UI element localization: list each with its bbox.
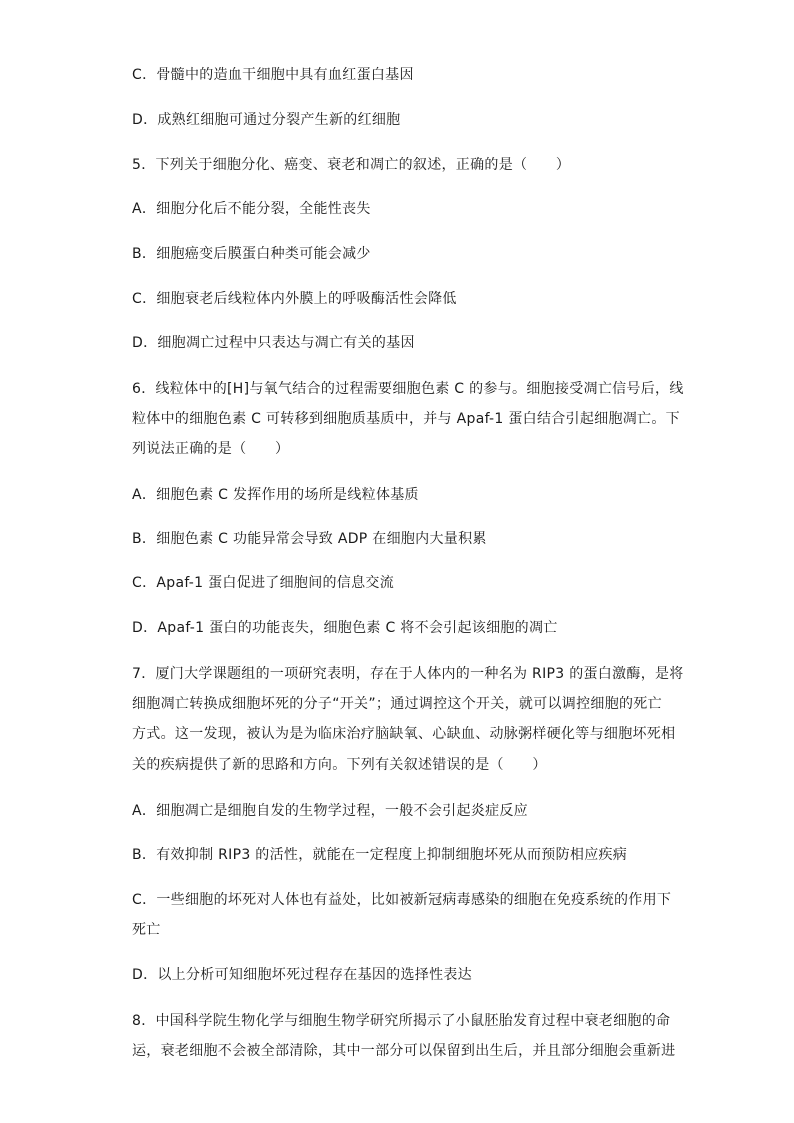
- q6-option-c: C．Apaf-1 蛋白促进了细胞间的信息交流: [132, 575, 394, 591]
- q8-stem-line2: 运，衰老细胞不会被全部清除，其中一部分可以保留到出生后，并且部分细胞会重新进: [132, 1043, 676, 1059]
- q7-option-d: D．以上分析可知细胞坏死过程存在基因的选择性表达: [132, 967, 472, 983]
- q5-option-b: B．细胞癌变后膜蛋白种类可能会减少: [132, 246, 371, 262]
- q8-stem-line1: 8．中国科学院生物化学与细胞生物学研究所揭示了小鼠胚胎发育过程中衰老细胞的命: [132, 1013, 671, 1029]
- q4-option-c: C．骨髓中的造血干细胞中具有血红蛋白基因: [132, 67, 414, 83]
- q7-option-c-line2: 死亡: [132, 922, 161, 938]
- q5-option-c: C．细胞衰老后线粒体内外膜上的呼吸酶活性会降低: [132, 291, 457, 307]
- q7-stem-line4: 关的疾病提供了新的思路和方向。下列有关叙述错误的是（ ）: [132, 757, 547, 773]
- q5-stem: 5．下列关于细胞分化、癌变、衰老和凋亡的叙述，正确的是（ ）: [132, 157, 571, 173]
- q7-option-a: A．细胞凋亡是细胞自发的生物学过程，一般不会引起炎症反应: [132, 803, 528, 819]
- q7-stem-line1: 7．厦门大学课题组的一项研究表明，存在于人体内的一种名为 RIP3 的蛋白激酶，是将: [132, 666, 684, 682]
- q5-option-a: A．细胞分化后不能分裂，全能性丧失: [132, 201, 371, 217]
- q7-stem-line2: 细胞凋亡转换成细胞坏死的分子“开关”；通过调控这个开关，就可以调控细胞的死亡: [132, 696, 662, 712]
- q7-option-c-line1: C．一些细胞的坏死对人体也有益处，比如被新冠病毒感染的细胞在免疫系统的作用下: [132, 892, 672, 908]
- q6-option-b: B．细胞色素 C 功能异常会导致 ADP 在细胞内大量积累: [132, 531, 487, 547]
- q5-option-d: D．细胞凋亡过程中只表达与凋亡有关的基因: [132, 335, 415, 351]
- q6-stem-line1: 6．线粒体中的[H]与氧气结合的过程需要细胞色素 C 的参与。细胞接受凋亡信号后，线: [132, 381, 684, 397]
- q6-stem-line2: 粒体中的细胞色素 C 可转移到细胞质基质中，并与 Apaf-1 蛋白结合引起细胞凋亡。下: [132, 411, 680, 427]
- q6-option-d: D．Apaf-1 蛋白的功能丧失，细胞色素 C 将不会引起该细胞的凋亡: [132, 620, 558, 636]
- q6-option-a: A．细胞色素 C 发挥作用的场所是线粒体基质: [132, 487, 419, 503]
- q7-option-b: B．有效抑制 RIP3 的活性，就能在一定程度上抑制细胞坏死从而预防相应疾病: [132, 847, 628, 863]
- q4-option-d: D．成熟红细胞可通过分裂产生新的红细胞: [132, 112, 401, 128]
- q6-stem-line3: 列说法正确的是（ ）: [132, 441, 290, 457]
- q7-stem-line3: 方式。这一发现，被认为是为临床治疗脑缺氧、心缺血、动脉粥样硬化等与细胞坏死相: [132, 726, 676, 742]
